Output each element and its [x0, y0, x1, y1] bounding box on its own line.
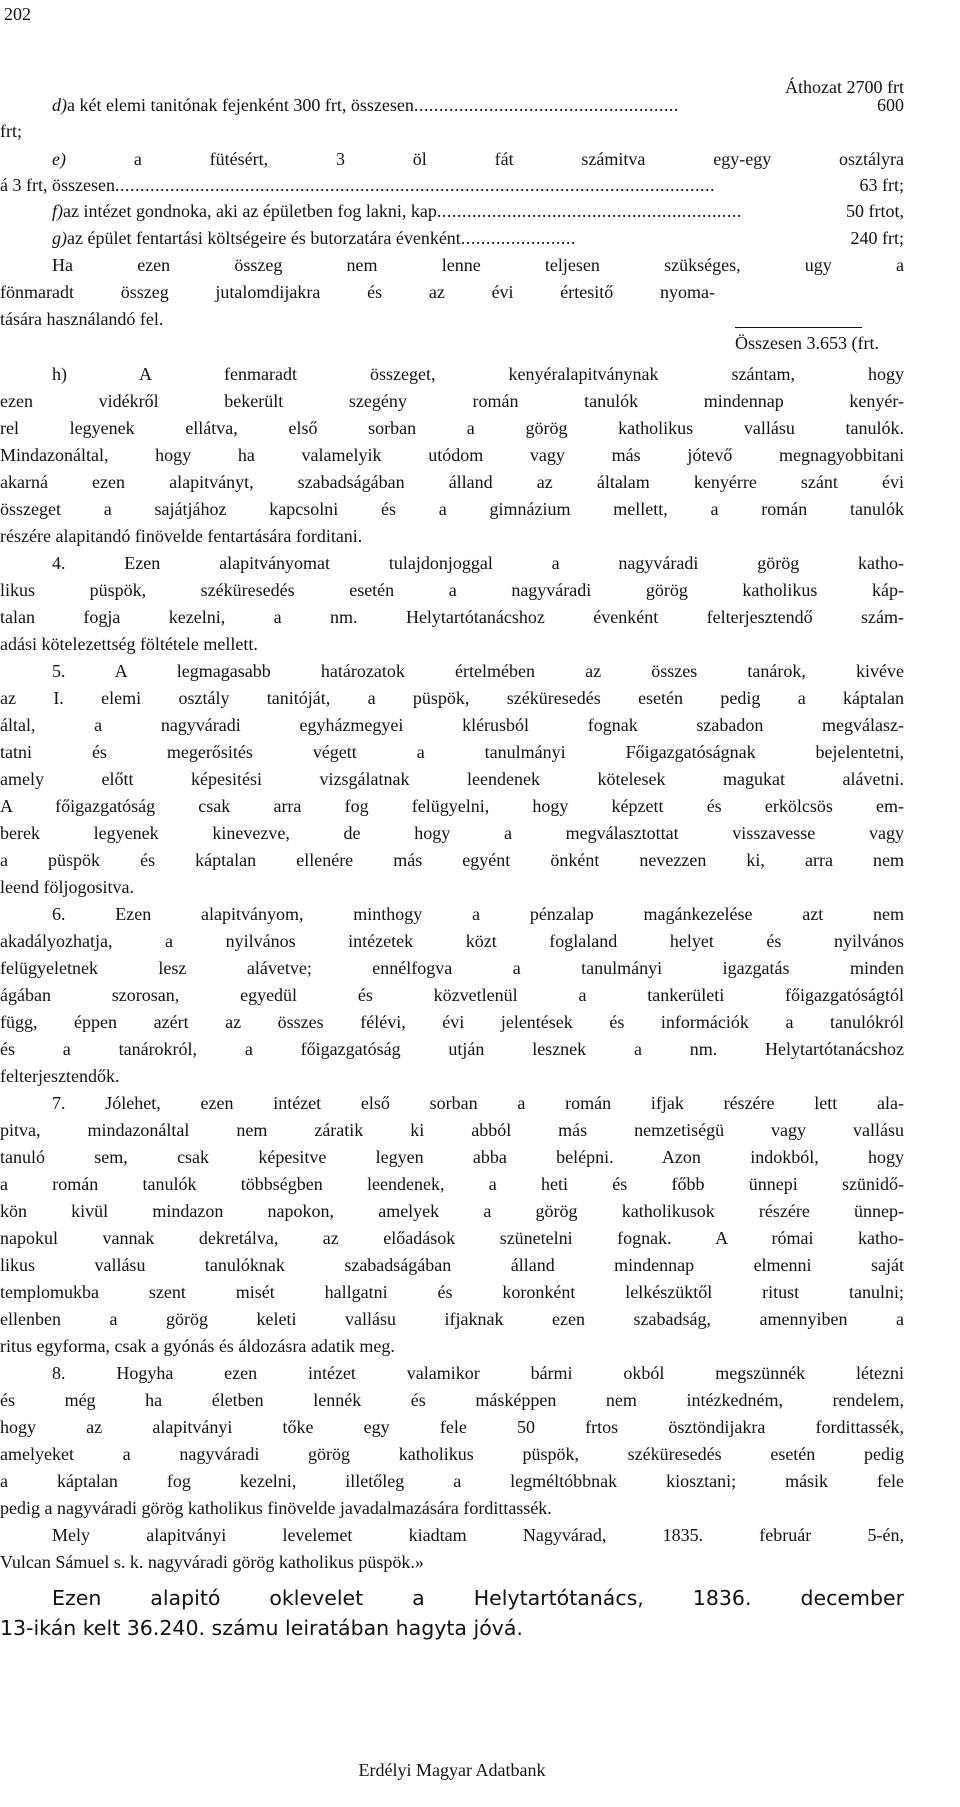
paragraph-line: által, a nagyváradi egyházmegyei klérusból fognak szabadon megválasz-: [0, 715, 904, 735]
paragraph-line: rel legyenek ellátva, első sorban a görög katholikus vallásu tanulók.: [0, 418, 904, 438]
remainder-note-line: fönmaradt összeg jutalomdijakra és az évi értesitő nyoma-: [0, 282, 715, 302]
expense-item-marker: e): [52, 149, 66, 169]
paragraph-line: Mindazonáltal, hogy ha valamelyik utódom vagy más jótevő megnagyobbitani: [0, 445, 904, 465]
paragraph-line: leend följogositva.: [0, 877, 134, 897]
paragraph-line: amelyeket a nagyváradi görög katholikus püspök, széküresedés esetén pedig: [0, 1444, 904, 1464]
paragraph-line: amely előtt képesitési vizsgálatnak leendenek kötelesek magukat alávetni.: [0, 769, 904, 789]
paragraph-line: 6. Ezen alapitványom, minthogy a pénzalap magánkezelése azt nem: [52, 904, 904, 924]
paragraph-line: összeget a sajátjához kapcsolni és a gimnázium mellett, a román tanulók: [0, 499, 904, 519]
paragraph-line: ellenben a görög keleti vallásu ifjaknak ezen szabadság, amennyiben a: [0, 1309, 904, 1329]
expense-item-marker: f): [52, 201, 63, 221]
remainder-note-line: Ha ezen összeg nem lenne teljesen szükséges, ugy a: [52, 255, 904, 275]
paragraph-line: h) A fenmaradt összeget, kenyéralapitványnak szántam, hogy: [52, 364, 904, 384]
paragraph-line: ezen vidékről bekerült szegény román tanulók mindennap kenyér-: [0, 391, 904, 411]
approval-note-line: Ezen alapitó oklevelet a Helytartótanács, 1836. december: [52, 1586, 904, 1610]
paragraph-line: templomukba szent misét hallgatni és koronként lelkészüktől ritust tanulni;: [0, 1282, 904, 1302]
expense-item-marker: g): [52, 228, 67, 248]
expense-item-text: az épület fentartási költségeire és butorzatára évenként: [67, 228, 461, 248]
approval-note-line: 13-ikán kelt 36.240. számu leiratában hagyta jóvá.: [0, 1616, 523, 1640]
paragraph-line: felügyeletnek lesz alávetve; ennélfogva a tanulmányi igazgatás minden: [0, 958, 904, 978]
total-amount: Összesen 3.653 (frt.: [735, 333, 879, 353]
carryover-amount: Áthozat 2700 frt: [785, 77, 904, 97]
expense-item-amount: 240 frt;: [850, 228, 904, 248]
paragraph-line: részére alapitandó finövelde fentartására forditani.: [0, 526, 363, 546]
paragraph-line: likus vallásu tanulóknak szabadságában álland mindennap elmenni saját: [0, 1255, 904, 1275]
paragraph-line: likus püspök, széküresedés esetén a nagyváradi görög katholikus káp-: [0, 580, 904, 600]
expense-item: [52, 146, 904, 173]
paragraph-line: 7. Jólehet, ezen intézet első sorban a román ifjak részére lett ala-: [52, 1093, 904, 1113]
expense-item: [0, 172, 904, 199]
expense-item: [52, 225, 904, 252]
paragraph-line: adási kötelezettség föltétele mellett.: [0, 634, 258, 654]
paragraph-line: tanuló sem, csak képesitve legyen abba belépni. Azon indokból, hogy: [0, 1147, 904, 1167]
expense-item: [52, 92, 904, 119]
paragraph-line: A főigazgatóság csak arra fog felügyelni, hogy képzett és erkölcsös em-: [0, 796, 904, 816]
expense-item-text: a két elemi tanitónak fejenként 300 frt, összesen: [67, 95, 414, 115]
paragraph-line: a román tanulók többségben leendenek, a heti és főbb ünnepi szünidő-: [0, 1174, 904, 1194]
expense-item-amount: 50 frtot,: [846, 201, 904, 221]
paragraph-line: akadályozhatja, a nyilvános intézetek közt foglaland helyet és nyilvános: [0, 931, 904, 951]
remainder-note-line: tására használandó fel.: [0, 309, 164, 329]
dot-leader: .....................................................: [413, 95, 679, 115]
sum-rule: [735, 327, 862, 328]
dot-leader: ........................................................................................................................: [114, 175, 715, 195]
paragraph-line: felterjesztendők.: [0, 1066, 120, 1086]
paragraph-line: akarná ezen alapitványt, szabadságában álland az általam kenyérre szánt évi: [0, 472, 904, 492]
paragraph-line: ágában szorosan, egyedül és közvetlenül a tankerületi főigazgatóságtól: [0, 985, 904, 1005]
expense-item-amount: 63 frt;: [859, 175, 904, 195]
paragraph-line: 4. Ezen alapitványomat tulajdonjoggal a nagyváradi görög katho-: [52, 553, 904, 573]
expense-item-text: az intézet gondnoka, aki az épületben fog lakni, kap: [63, 201, 437, 221]
paragraph-line: és a tanárokról, a főigazgatóság utján lesznek a nm. Helytartótanácshoz: [0, 1039, 904, 1059]
expense-item-text: a fütésért, 3 öl fát számitva egy-egy osztályra: [133, 149, 905, 169]
dot-leader: .............................................................: [436, 201, 742, 221]
expense-item-amount: 600: [877, 95, 904, 115]
paragraph-line: kön kivül mindazon napokon, amelyek a görög katholikusok részére ünnep-: [0, 1201, 904, 1221]
paragraph-line: napokul vannak dekretálva, az előadások szünetelni fognak. A római katho-: [0, 1228, 904, 1248]
paragraph-line: és még ha életben lennék és másképpen nem intézkedném, rendelem,: [0, 1390, 904, 1410]
paragraph-line: tatni és megerősités végett a tanulmányi Főigazgatóságnak bejelentetni,: [0, 742, 904, 762]
paragraph-line: berek legyenek kinevezve, de hogy a megválasztottat visszavesse vagy: [0, 823, 904, 843]
paragraph-line: ritus egyforma, csak a gyónás és áldozásra adatik meg.: [0, 1336, 395, 1356]
paragraph-line: 5. A legmagasabb határozatok értelmében az összes tanárok, kivéve: [52, 661, 904, 681]
page-footer: Erdélyi Magyar Adatbank: [358, 1760, 546, 1780]
paragraph-line: függ, éppen azért az összes félévi, évi jelentések és információk a tanulókról: [0, 1012, 904, 1032]
paragraph-line: a püspök és káptalan ellenére más egyént önként nevezzen ki, arra nem: [0, 850, 904, 870]
paragraph-line: hogy az alapitványi tőke egy fele 50 frtos ösztöndijakra fordittassék,: [0, 1417, 904, 1437]
paragraph-line: Mely alapitványi levelemet kiadtam Nagyvárad, 1835. február 5-én,: [52, 1525, 904, 1545]
page-number: 202: [4, 4, 31, 24]
paragraph-line: az I. elemi osztály tanitóját, a püspök, széküresedés esetén pedig a káptalan: [0, 688, 904, 708]
paragraph-line: 8. Hogyha ezen intézet valamikor bármi okból megszünnék létezni: [52, 1363, 904, 1383]
expense-item-marker: d): [52, 95, 67, 115]
paragraph-line: pitva, mindazonáltal nem záratik ki abból más nemzetiségü vagy vallásu: [0, 1120, 904, 1140]
expense-item: [0, 118, 904, 145]
paragraph-line: a káptalan fog kezelni, illetőleg a legméltóbbnak kiosztani; másik fele: [0, 1471, 904, 1491]
paragraph-line: Vulcan Sámuel s. k. nagyváradi görög katholikus püspök.»: [0, 1552, 424, 1572]
expense-item-text: á 3 frt, összesen: [0, 175, 115, 195]
expense-item-continuation: frt;: [0, 121, 22, 141]
dot-leader: .......................: [460, 228, 576, 248]
paragraph-line: talan fogja kezelni, a nm. Helytartótanácshoz évenként felterjesztendő szám-: [0, 607, 904, 627]
expense-item: [52, 198, 904, 225]
paragraph-line: pedig a nagyváradi görög katholikus finövelde javadalmazására fordittassék.: [0, 1498, 552, 1518]
